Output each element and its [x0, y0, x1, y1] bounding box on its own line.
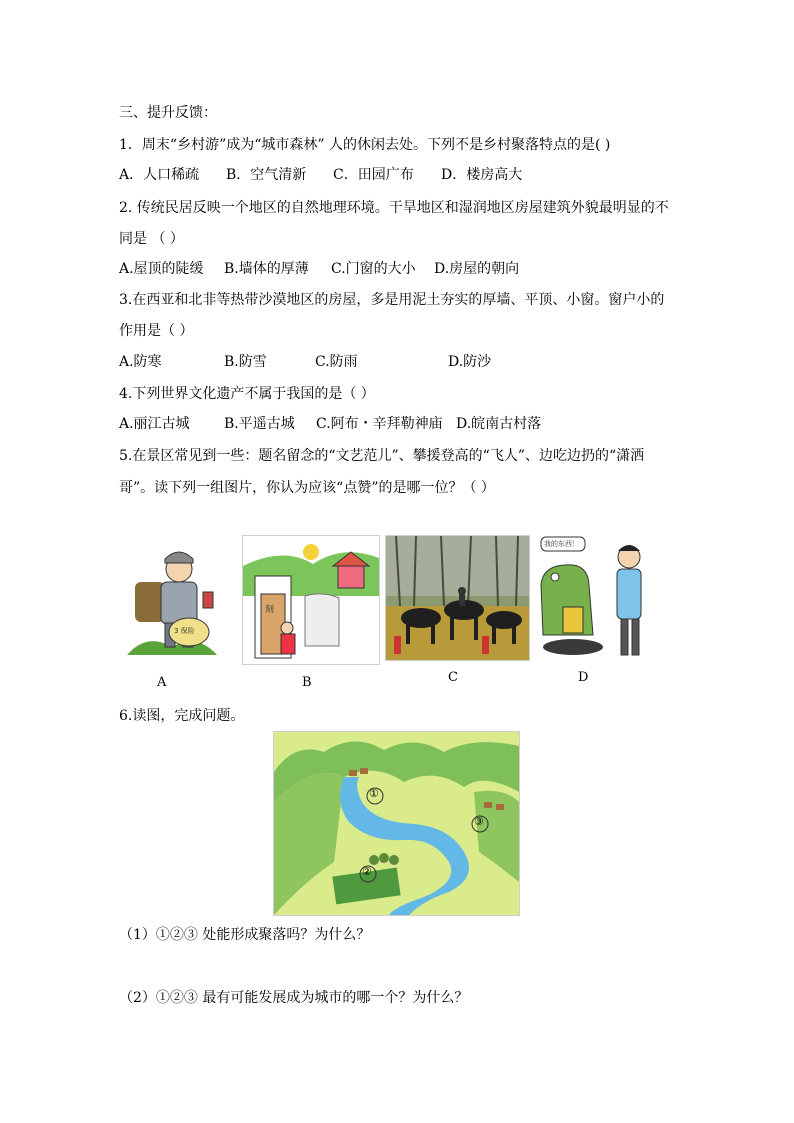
picture-b-sign-text: 刻	[265, 605, 275, 615]
q2-option-b: B.墙体的厚薄	[224, 261, 309, 277]
picture-a-bag-text: 3 保险	[174, 627, 195, 635]
question-1: 1．周末“乡村游”成为“城市森林” 人的休闲去处。下列不是乡村聚落特点的是( )	[119, 137, 611, 153]
picture-b	[242, 535, 380, 665]
question-5-line-2: 哥”。读下列一组图片，你认为应该“点赞”的是哪一位？（ ）	[119, 480, 495, 496]
question-4: 4.下列世界文化遗产不属于我国的是（ ）	[119, 386, 375, 402]
question-6-sub-1: （1）①②③ 处能形成聚落吗？为什么？	[119, 927, 371, 943]
picture-d-bubble-text: 我的东西！	[544, 540, 579, 548]
question-5-line-1: 5.在景区常见到一些：题名留念的“文艺范儿”、攀援登高的“飞人”、边吃边扔的“潇洒	[119, 448, 645, 464]
q4-option-c: C.阿布・辛拜勒神庙	[316, 416, 443, 432]
map-marker-1: ①	[369, 787, 379, 800]
q1-option-c: C．田园广布	[333, 167, 414, 183]
picture-a-label: A	[157, 675, 167, 690]
question-3-line-2: 作用是（ ）	[119, 323, 194, 339]
map-marker-3: ③	[474, 815, 484, 828]
question-6: 6.读图，完成问题。	[119, 708, 245, 724]
picture-b-label: B	[302, 675, 312, 690]
q3-option-a: A.防寒	[119, 354, 162, 370]
q3-option-c: C.防雨	[315, 354, 358, 370]
question-3-line-1: 3.在西亚和北非等热带沙漠地区的房屋，多是用泥土夯实的厚墙、平顶、小窗。窗户小的	[119, 292, 665, 308]
q1-option-d: D．楼房高大	[441, 167, 523, 183]
question-2-line-1: 2. 传统民居反映一个地区的自然地理环境。干旱地区和湿润地区房屋建筑外貌最明显的不	[119, 200, 669, 216]
picture-c-label: C	[448, 670, 458, 685]
q2-option-a: A.屋顶的陡缓	[119, 261, 204, 277]
picture-d	[533, 535, 663, 663]
picture-c	[385, 535, 530, 661]
question-2-line-2: 同是 （ ）	[119, 231, 184, 247]
q3-option-d: D.防沙	[448, 354, 492, 370]
q1-option-a: A．人口稀疏	[119, 167, 200, 183]
question-6-sub-2: （2）①②③ 最有可能发展成为城市的哪一个？为什么？	[119, 990, 469, 1006]
q1-option-b: B．空气清新	[226, 167, 307, 183]
picture-d-label: D	[578, 670, 589, 685]
q4-option-a: A.丽江古城	[119, 416, 190, 432]
q4-option-b: B.平遥古城	[224, 416, 295, 432]
q2-option-c: C.门窗的大小	[331, 261, 416, 277]
q3-option-b: B.防雪	[224, 354, 267, 370]
map-marker-2: ②	[362, 865, 372, 878]
q2-option-d: D.房屋的朝向	[434, 261, 520, 277]
q4-option-d: D.皖南古村落	[456, 416, 542, 432]
settlement-map	[273, 731, 520, 916]
section-title: 三、提升反馈：	[119, 105, 217, 121]
picture-a	[117, 537, 227, 665]
